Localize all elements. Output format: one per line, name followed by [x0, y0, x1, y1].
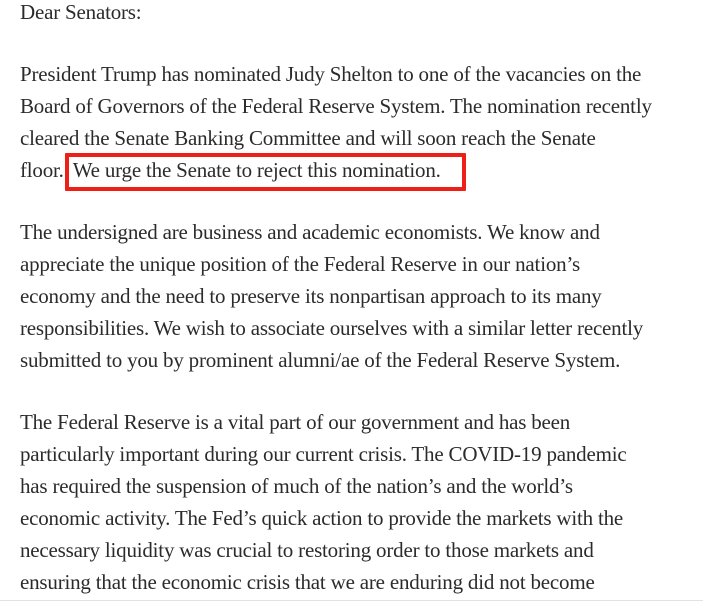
text-line: Board of Governors of the Federal Reserve System. The nomination recently [20, 94, 652, 118]
paragraph-fed-vital [20, 406, 703, 598]
text-line: submitted to you by prominent alumni/ae of the Federal Reserve System. [20, 348, 621, 372]
text-line: economic activity. The Fed’s quick action to provide the markets with the [20, 506, 623, 530]
salutation: Dear Senators: [20, 0, 142, 24]
text-line: has required the suspension of much of the nation’s and the world’s [20, 474, 573, 498]
text-line: cleared the Senate Banking Committee and will soon reach the Senate [20, 126, 596, 150]
red-annotation-box [65, 153, 466, 191]
text-line-with-annotation [20, 154, 703, 186]
text-line: ensuring that the economic crisis that we are enduring did not become [20, 570, 595, 594]
highlighted-sentence: We urge the Senate to reject this nomination. [72, 158, 441, 182]
text-line: President Trump has nominated Judy Shelton to one of the vacancies on the [20, 62, 642, 86]
highlight-prefix: floor. [20, 158, 64, 182]
text-line: responsibilities. We wish to associate ourselves with a similar letter recently [20, 316, 644, 340]
text-line: necessary liquidity was crucial to restoring order to those markets and [20, 538, 594, 562]
text-line: The Federal Reserve is a vital part of our government and has been [20, 410, 571, 434]
bottom-cutoff-divider [0, 600, 703, 601]
text-line: particularly important during our current crisis. The COVID-19 pandemic [20, 442, 627, 466]
text-line: The undersigned are business and academic economists. We know and [20, 220, 600, 244]
paragraph-undersigned [20, 216, 703, 376]
paragraph-nomination [20, 58, 703, 186]
text-line: appreciate the unique position of the Federal Reserve in our nation’s [20, 252, 581, 276]
text-line: economy and the need to preserve its nonpartisan approach to its many [20, 284, 602, 308]
